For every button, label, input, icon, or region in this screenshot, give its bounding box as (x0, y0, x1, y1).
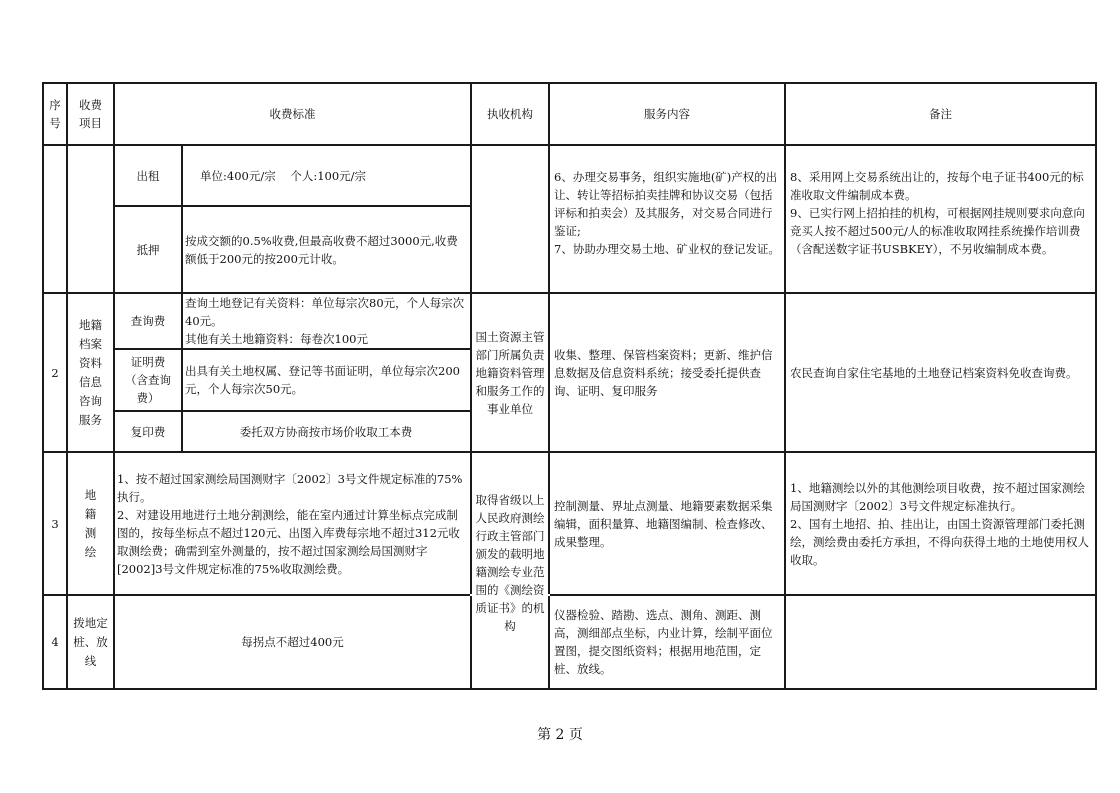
row2-item: 地籍档案资料信息咨询服务 (79, 317, 102, 427)
row4-seq: 4 (51, 635, 59, 649)
header-standard: 收费标准 (269, 107, 316, 121)
mortgage-label: 抵押 (136, 242, 160, 257)
row1-remark: 8、采用网上交易系统出让的，按每个电子证书400元的标准收取文件编制成本费。 9、已实行网上招拍挂的机构，可根据网挂规则要求向意向竞买人按不超过500元/人的标准收取网挂系统操作培训费（含配送数字证书USBKEY），不另收编制成本费。 (790, 170, 1085, 256)
row2-seq: 2 (51, 365, 59, 380)
row3-service: 控制测量、界址点测量、地籍要素数据采集编辑，面积量算、地籍图编制、检查修改、成果整理。 (554, 498, 773, 549)
page-number: 第 2 页 (537, 727, 583, 743)
row3-standard: 1、按不超过国家测绘局国测财字〔2002〕3号文件规定标准的75%执行。 2、对建设用地进行土地分割测绘，能在室内通过计算坐标点完成制图的，按每坐标点不超过120元、出图入库费每宗地不超过312元收取测绘费；确需到室外测量的，按不超过国家测绘局国测财字[2002]3号文件规定标准的75%收取测绘费。 (117, 471, 463, 576)
row3-seq: 3 (51, 516, 59, 531)
cert-label: 证明费（含查询费） (125, 355, 171, 405)
cert-standard: 出具有关土地权属、登记等书面证明，单位每宗次200元，个人每宗次50元。 (185, 364, 460, 396)
row3-agency: 取得省级以上人民政府测绘行政主管部门颁发的载明地籍测绘专业范围的《测绘资质证书》的机构 (475, 493, 545, 633)
row4-item: 拨地定桩、放线 (73, 615, 108, 668)
query-standard: 查询土地登记有关资料：单位每宗次80元，个人每宗次40元。 其他有关土地籍资料：每卷次100元 (185, 296, 465, 346)
header-item: 收费项目 (79, 98, 102, 130)
row4-service: 仪器检验、踏勘、选点、测角、测距、测高，测细部点坐标，内业计算，绘制平面位置图，提交图纸资料；根据用地范围，定桩、放线。 (554, 608, 773, 676)
header-remark: 备注 (929, 107, 952, 121)
row2-agency: 国土资源主管部门所属负责地籍资料管理和服务工作的事业单位 (475, 329, 545, 416)
row2-remark: 农民查询自家住宅基地的土地登记档案资料免收查询费。 (790, 365, 1078, 380)
copy-label: 复印费 (130, 424, 166, 439)
header-service: 服务内容 (644, 107, 690, 121)
row1-service: 6、办理交易事务，组织实施地(矿)产权的出让、转让等招标拍卖挂牌和协议交易（包括评标和拍卖会）及其服务，对交易合同进行鉴证; 7、协助办理交易土地、矿业权的登记发证。 (554, 170, 780, 256)
header-agency: 执收机构 (487, 107, 533, 121)
header-seq: 序号 (49, 98, 61, 130)
rent-standard: 单位:400元/宗 个人:100元/宗 (200, 168, 367, 183)
row4-standard: 每拐点不超过400元 (241, 635, 344, 649)
query-label: 查询费 (130, 314, 166, 328)
row2-service: 收集、整理、保管档案资料；更新、维护信息数据及信息资料系统；接受委托提供查询、证明、复印服务 (554, 347, 773, 398)
copy-standard: 委托双方协商按市场价收取工本费 (239, 424, 413, 439)
row3-item: 地籍测绘 (84, 487, 97, 559)
row3-remark: 1、地籍测绘以外的其他测绘项目收费，按不超过国家测绘局国测财字〔2002〕3号文件规定标准执行。 2、国有土地招、拍、挂出让，由国土资源管理部门委托测绘，测绘费由委托方承担，不得向获得土地的土地使用权人收取。 (790, 480, 1089, 567)
rent-label: 出租 (136, 168, 160, 183)
mortgage-standard: 按成交额的0.5%收费,但最高收费不超过3000元,收费额低于200元的按200元计收。 (185, 233, 458, 266)
